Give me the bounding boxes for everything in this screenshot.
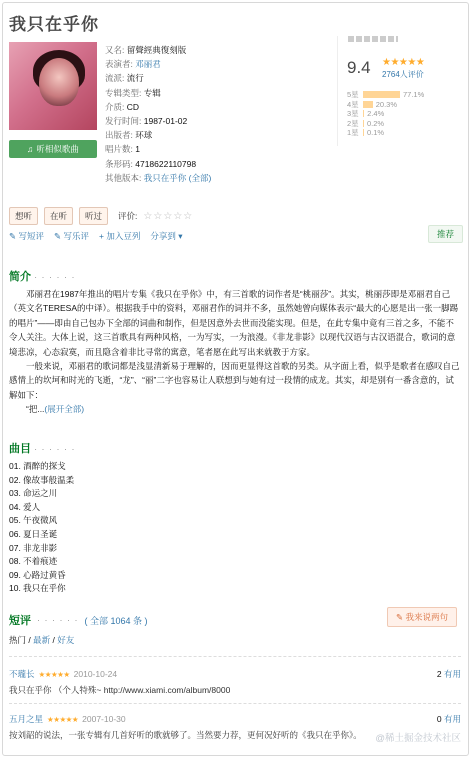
intro-tail: “把...(展开全部) (26, 404, 85, 415)
short-comments-dots: · · · · · · (37, 615, 79, 625)
comment-useful[interactable]: 0 有用 (436, 714, 461, 724)
page-title: 我只在乎你 (9, 15, 99, 34)
rating-stars: ★★★★★ (382, 57, 425, 68)
track-item: 06. 夏日圣诞 (9, 528, 58, 539)
status-tags (9, 207, 193, 225)
short-comments-heading: 短评 (9, 615, 31, 627)
comment-time: 2007-10-30 (82, 714, 126, 724)
pencil-icon: ✎ (9, 231, 17, 241)
tracks-heading: 曲目 · · · · · · (9, 443, 76, 455)
listen-similar-label: 听相似歌曲 (36, 144, 79, 154)
comment-text: 我只在乎你 （个人特殊~ http://www.xiami.com/album/8000 (9, 685, 231, 695)
comment-text: 按刘韶的说法，一张专辑有几首好听的歌就够了。当然要力荐，更何况好听的《我只在乎你》。 (9, 730, 362, 740)
track-item: 03. 命运之川 (9, 488, 58, 499)
rating-bar (363, 129, 364, 136)
tab-new[interactable]: 最新 (33, 635, 51, 645)
pencil-icon: ✎ (395, 612, 404, 622)
comment-meta (9, 713, 461, 725)
other-version-link[interactable]: 我只在乎你 (143, 172, 187, 183)
chevron-down-icon: ▾ (178, 231, 183, 241)
write-short-comment-link[interactable]: ✎ 写短评 (9, 231, 45, 241)
track-item: 09. 心路过黄昏 (9, 569, 66, 580)
tab-friends[interactable]: 好友 (57, 635, 75, 645)
want-listen-button[interactable]: 想听 (9, 207, 38, 225)
rating-bar (363, 101, 373, 108)
rating-bars (347, 90, 424, 138)
rating-bar-row: 2星 0.2% (347, 118, 385, 128)
track-item: 08. 不着痕迹 (9, 556, 58, 567)
watermark: @稀土掘金技术社区 (375, 733, 461, 744)
comment-user-link[interactable]: 不瓏长 (9, 669, 35, 679)
action-links (9, 230, 183, 242)
intro-text (9, 287, 461, 417)
rating-count-link[interactable]: 2764人评价 (382, 70, 424, 79)
comment-item (9, 668, 461, 696)
rating-bar-row: 4星 20.3% (347, 99, 398, 109)
rate-label: 评价: (118, 211, 138, 221)
rating-bar-row: 5星 77.1% (347, 90, 425, 100)
comment-useful[interactable]: 2 有用 (436, 669, 461, 679)
pencil-icon: ✎ (54, 231, 62, 241)
info-row-publisher: 出版者: 环球 (105, 130, 153, 141)
info-row-alias: 又名: 留聲經典復刻版 (105, 45, 187, 55)
info-row-other-versions: 其他版本: 我只在乎你 (全部) (105, 172, 212, 183)
recommend-button[interactable]: 推荐 (428, 225, 463, 243)
comment-meta (9, 668, 461, 680)
all-short-comments-link[interactable]: ( 全部 1064 条 ) (84, 615, 148, 626)
track-item: 05. 午夜微风 (9, 515, 58, 526)
track-item: 01. 酒醉的探戈 (9, 461, 66, 471)
album-info (105, 43, 211, 185)
intro-paragraph: 一般来说，邓丽君的歌词都是浅显清新易于理解的，因而更显得这首歌的另类。从字面上看，似乎是歌者在感叹自己感情上的坎坷和时光的飞逝，“龙”、“丽”二字也容易让人联想到与她有过一段情的成龙。其实，却是别有一番含意的，试解如下： (9, 361, 460, 400)
album-cover[interactable] (9, 42, 97, 130)
music-note-icon: ♫ (27, 144, 34, 154)
listen-similar-button[interactable] (9, 140, 97, 158)
write-comment-button[interactable]: ✎ 我来说两句 (387, 607, 457, 627)
listened-button[interactable]: 听过 (79, 207, 108, 225)
listening-button[interactable]: 在听 (44, 207, 73, 225)
info-row-performer: 表演者: 邓丽君 (105, 59, 161, 70)
info-row-type: 专辑类型: 专辑 (105, 87, 161, 98)
info-row-release: 发行时间: 1987-01-02 (105, 116, 188, 127)
comment-tabs: 热门 / 最新 / 好友 (9, 635, 75, 645)
info-row-medium: 介质: CD (105, 101, 140, 112)
info-row-discs: 唱片数: 1 (105, 144, 140, 155)
rating-score: 9.4 (347, 58, 371, 77)
cover-face (39, 58, 79, 106)
short-comments-header (9, 612, 148, 628)
rating-panel (337, 36, 463, 146)
share-link[interactable]: 分享到 ▾ (150, 231, 183, 241)
info-row-barcode: 条形码: 4718622110798 (105, 158, 197, 169)
intro-heading: 简介 · · · · · · (9, 271, 76, 283)
track-item: 10. 我只在乎你 (9, 583, 66, 594)
rating-bar-row: 3星 2.4% (347, 109, 385, 119)
track-item: 02. 像故事般温柔 (9, 474, 75, 485)
rating-logo (348, 36, 398, 42)
rating-bar (363, 120, 364, 127)
comment-time: 2010-10-24 (73, 669, 118, 679)
info-row-genre: 流派: 流行 (105, 73, 144, 84)
divider (9, 656, 461, 657)
comment-user-link[interactable]: 五月之星 (9, 714, 44, 724)
comment-stars: ★★★★★ (38, 669, 70, 679)
tab-hot[interactable]: 热门 (9, 635, 27, 645)
track-item: 07. 非龙非影 (9, 542, 58, 553)
other-versions-all-link[interactable]: (全部) (188, 172, 212, 183)
rate-stars-input[interactable]: ☆☆☆☆☆ (143, 210, 194, 222)
intro-paragraph: 邓丽君在1987年推出的唱片专集《我只在乎你》中，有三首歌的词作者是“桃丽莎”。其实，桃丽莎即是邓丽君自己（英文名TERESA的中译）。根据我手中的资料，邓丽君作的词并不多，虽然她曾向媒体表示“最大的心愿是出一张一脚踢的唱片”——即由自己包办下全部的词曲和制作，但是因意外去世而没能实现。但是，在此专集中竟有三首之多，不能不令人关注。大体上说，这三首歌具有两种风格，一为写实，一为浪漫。《非龙非影》以现代汉语与古汉语混合，歌词的意境悲凉，心态寂寞，而且隐含着非比寻常的寓意，笔者愿在此写出来就教于方家。 (9, 289, 459, 357)
rating-bar-row: 1星 0.1% (347, 128, 385, 138)
performer-link[interactable]: 邓丽君 (135, 59, 161, 70)
divider (9, 703, 461, 704)
rating-bar (363, 91, 400, 98)
comment-stars: ★★★★★ (47, 714, 79, 724)
rating-bar (363, 110, 364, 117)
track-list (9, 460, 74, 596)
track-item: 04. 爱人 (9, 501, 41, 512)
expand-all-link[interactable]: (展开全部) (44, 404, 85, 415)
plus-icon: + (99, 231, 104, 241)
write-review-link[interactable]: ✎ 写乐评 (54, 231, 90, 241)
add-to-list-link[interactable]: + 加入豆列 (99, 231, 141, 241)
